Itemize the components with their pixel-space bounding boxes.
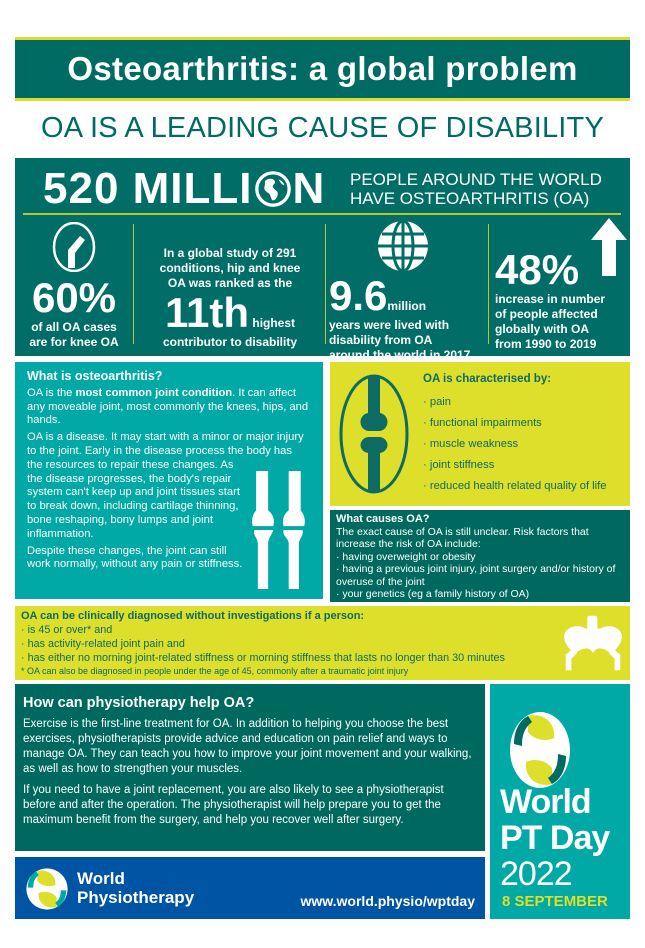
stat-text: from 1990 to 2019 <box>495 337 597 351</box>
website-link[interactable]: www.world.physio/wptday <box>300 893 475 909</box>
wpt-date: 8 SEPTEMBER <box>502 893 608 910</box>
world-physiotherapy-logo-icon <box>508 710 572 790</box>
diagnosis-list <box>21 623 624 665</box>
list-item: · functional impairments <box>423 417 542 429</box>
text: OA is the <box>27 386 76 399</box>
text: reduced health related quality of life <box>429 480 607 492</box>
causes-panel <box>330 510 630 602</box>
wpt-title-line: World <box>500 783 591 821</box>
paragraph: Despite these changes, the joint can still work normally, without any pain or stiffness. <box>27 544 243 571</box>
what-is-oa-panel <box>15 362 323 599</box>
stat-text: of people affected <box>495 307 598 321</box>
physiotherapy-panel <box>15 684 485 851</box>
panel-heading: OA can be clinically diagnosed without investigations if a person: <box>21 610 365 622</box>
stat-increase <box>495 218 630 352</box>
stat-value: 48% <box>495 246 580 293</box>
divider <box>325 224 326 344</box>
list-item: · having overweight or obesity <box>336 550 476 563</box>
text: has either no morning joint-related stiffness or morning stiffness that lasts no longer than 30 minutes <box>27 652 505 664</box>
text: your genetics (eg a family history of OA) <box>342 588 530 600</box>
stat-text: of all OA cases <box>31 320 117 334</box>
text: has activity-related joint pain and <box>27 638 185 650</box>
list-item: · joint stiffness <box>423 459 495 471</box>
emphasis: most common joint condition <box>75 386 233 399</box>
world-pt-day-panel <box>490 684 630 919</box>
stat-text: contributor to disability <box>163 335 297 349</box>
panel-heading: OA is characterised by: <box>423 373 552 385</box>
stat-value: 9.6 <box>329 272 388 319</box>
text: having overweight or obesity <box>342 550 476 563</box>
stat-text: increase in number <box>495 292 606 306</box>
footnote: * OA can also be diagnosed in people under the age of 45, commonly after a traumatic joint injury <box>21 666 409 676</box>
page-title: Osteoarthritis: a global problem <box>15 37 630 101</box>
text: . It can affect any moveable joint, most commonly the knees, hips, and hands. <box>27 386 309 427</box>
globe-icon <box>254 170 292 208</box>
paragraph: The exact cause of OA is still unclear. Risk factors that increase the risk of OA include: <box>336 525 589 550</box>
list-item: · your genetics (eg a family history of OA) <box>336 588 530 600</box>
headline-text-end: N <box>292 164 326 213</box>
stat-text: years were lived with <box>329 318 450 332</box>
globe-grid-icon <box>375 218 431 274</box>
stat-rank <box>137 246 323 350</box>
list-item: · has either no morning joint-related stiffness or morning stiffness that lasts no longer than 30 minutes <box>21 652 505 664</box>
logo-text: Physiotherapy <box>77 888 195 907</box>
layout-spacer <box>310 431 311 471</box>
paragraph: OA is a disease. It may start with a minor or major injury to the joint. Early in the disease process the body has the resources to repair these changes. As the disease progresses, the body's repair system can't keep up and joint tissues start to break down, including cartilage thinning, bone reshaping, bony lumps and joint inflammation. <box>27 431 304 540</box>
list-item: · muscle weakness <box>423 438 519 450</box>
stats-panel <box>15 158 630 362</box>
stat-years <box>329 218 487 363</box>
footer-banner <box>15 857 485 919</box>
wpt-title-line: PT Day <box>500 819 610 857</box>
headline-subtext-line: HAVE OSTEOARTHRITIS (OA) <box>350 189 590 208</box>
paragraph: Exercise is the first-line treatment for OA. In addition to helping you choose the best exercises, physiotherapists provide advice and education on pain relief and ways to manage OA. They can teach you how to improve your joint movement and your walking, as well as how to strengthen your muscles. <box>23 718 472 775</box>
text: muscle weakness <box>429 438 519 450</box>
text: joint stiffness <box>429 459 495 471</box>
paragraph: If you need to have a joint replacement, you are also likely to see a physiotherapist before and after the operation. The physiotherapist will help prepare you to get the maximum benefit from the surgery, and help you recover well after surgery. <box>23 784 444 826</box>
text: having a previous joint injury, joint surgery and/or history of overuse of the joint <box>336 563 616 588</box>
divider <box>488 224 489 344</box>
text: is 45 or over* and <box>27 624 113 636</box>
stat-text: In a global study of 291 <box>163 246 297 260</box>
panel-heading: How can physiotherapy help OA? <box>23 695 255 711</box>
knees-illustration <box>251 471 311 589</box>
headline-subtext-line: PEOPLE AROUND THE WORLD <box>350 170 602 189</box>
world-physiotherapy-logo-icon <box>25 867 69 911</box>
stat-text: are for knee OA <box>29 335 119 349</box>
stat-text: around the world in 2017 <box>329 348 471 362</box>
diagnosis-panel <box>15 606 630 680</box>
divider <box>133 224 134 344</box>
knee-joint-icon <box>52 222 96 272</box>
panel-heading: What causes OA? <box>336 513 430 525</box>
wpt-year: 2022 <box>500 855 572 893</box>
causes-list <box>336 551 624 601</box>
stat-text: disability from OA <box>329 333 433 347</box>
characteristics-list <box>423 392 606 497</box>
arrow-up-icon <box>591 218 627 276</box>
stat-text: highest <box>252 316 296 330</box>
stat-value: 11th <box>164 289 250 336</box>
stat-knee <box>15 222 133 350</box>
list-item: · has activity-related joint pain and <box>21 638 185 650</box>
characterised-panel <box>330 362 630 506</box>
stat-text: OA was ranked as the <box>167 276 293 290</box>
headline-520-million <box>43 164 325 214</box>
list-item: · having a previous joint injury, joint surgery and/or history of overuse of the joint <box>336 563 616 588</box>
stat-value: 60% <box>31 274 117 321</box>
list-item: · pain <box>423 396 451 408</box>
stat-text: conditions, hip and knee <box>159 261 301 275</box>
panel-heading: What is osteoarthritis? <box>27 369 163 383</box>
section-subtitle: OA IS A LEADING CAUSE OF DISABILITY <box>40 112 604 144</box>
headline-subtext <box>350 170 602 208</box>
stat-text: globally with OA <box>495 322 590 336</box>
logo-text: World <box>77 869 125 888</box>
joint-bone-icon <box>338 373 410 495</box>
text: pain <box>429 396 451 408</box>
list-item: · reduced health related quality of life <box>423 480 607 492</box>
list-item: · is 45 or over* and <box>21 624 113 636</box>
paragraph <box>27 387 311 428</box>
divider <box>23 213 621 215</box>
text: functional impairments <box>429 417 542 429</box>
headline-text: 520 MILLI <box>43 164 253 213</box>
stat-text: million <box>387 299 427 313</box>
